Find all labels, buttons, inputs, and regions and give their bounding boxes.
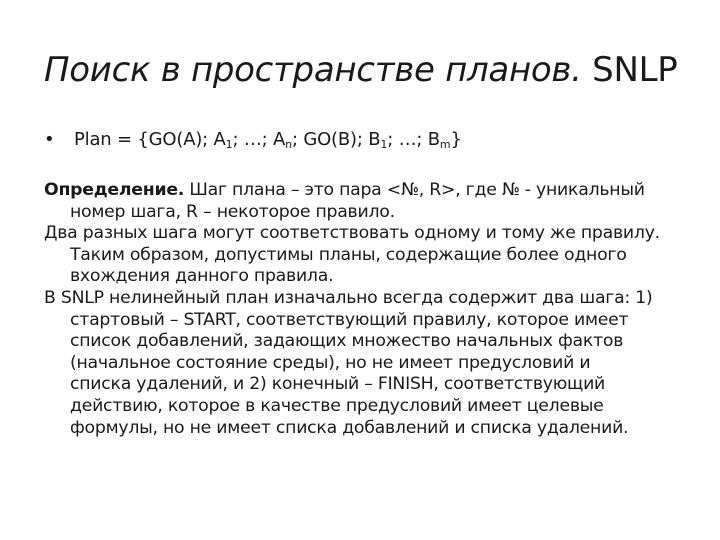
plan-formula-subscript: 1	[225, 138, 233, 151]
text-line: Два разных шага могут соответствовать одному и тому же правилу.	[44, 223, 660, 244]
text-line: списка удалений, и 2) конечный – FINISH, соответствующий	[70, 374, 606, 395]
text-line	[44, 180, 684, 202]
body-text	[44, 180, 684, 439]
definition-paragraph	[44, 180, 684, 223]
plan-bullet	[44, 128, 462, 152]
slide-title-regular: SNLP	[592, 50, 678, 90]
bullet-dot-icon: •	[44, 129, 55, 150]
plan-formula-subscript: m	[439, 138, 451, 151]
text-line: список добавлений, задающих множество начальных фактов	[70, 331, 624, 352]
definition-label: Определение.	[44, 180, 185, 200]
plan-formula	[74, 129, 462, 150]
plan-formula-part: }	[450, 129, 462, 150]
text-line: вхождения данного правила.	[70, 266, 334, 287]
definition-text: Шаг плана – это пара <№, R>, где № - уникальный	[184, 180, 645, 200]
text-line: Таким образом, допустимы планы, содержащие более одного	[70, 244, 627, 265]
slide-title-italic: Поиск в пространстве планов.	[44, 50, 582, 90]
plan-formula-part: ; …; B	[387, 129, 440, 150]
plan-formula-subscript: n	[285, 138, 292, 151]
paragraph-same-rule	[44, 223, 684, 288]
slide-title	[44, 50, 677, 90]
text-line: В SNLP нелинейный план изначально всегда содержит два шага: 1)	[44, 287, 653, 308]
text-line: (начальное состояние среды), но не имеет предусловий и	[70, 352, 591, 373]
paragraph-snlp-plan	[44, 288, 684, 439]
plan-formula-part: ; GO(B); B	[291, 129, 381, 150]
text-line: формулы, но не имеет списка добавлений и списка удалений.	[70, 417, 629, 438]
text-line: номер шага, R – некоторое правило.	[70, 201, 395, 222]
text-line: стартовый – START, соответствующий правилу, которое имеет	[70, 309, 629, 330]
plan-formula-part: ; …; A	[232, 129, 286, 150]
plan-formula-subscript: 1	[380, 138, 388, 151]
text-line: действию, которое в качестве предусловий имеет целевые	[70, 395, 604, 416]
plan-formula-part: Plan = {GO(A); A	[74, 129, 226, 150]
